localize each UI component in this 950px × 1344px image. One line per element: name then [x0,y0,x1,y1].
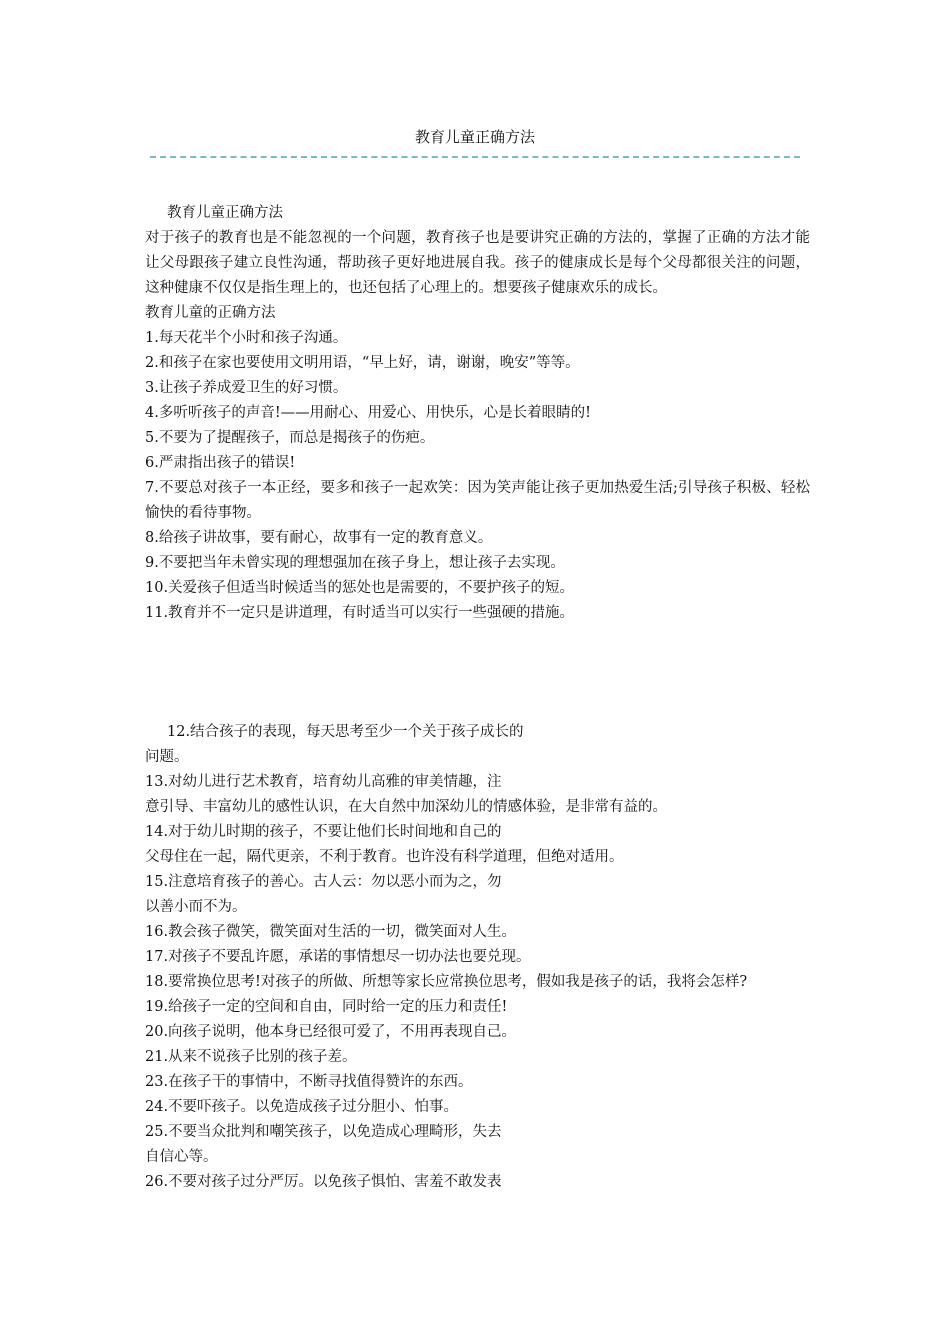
list-item-16: 16.教会孩子微笑，微笑面对生活的一切，微笑面对人生。 [145,924,517,940]
intro-paragraph: 对于孩子的教育也是不能忽视的一个问题，教育孩子也是要讲究正确的方法的，掌握了正确的方法才能让父母跟孩子建立良性沟通，帮助孩子更好地进展自我。孩子的健康成长是每个父母都很关注的问题，这种健康不仅仅是指生理上的，也还包括了心理上的。想要孩子健康欢乐的成长。 [145,230,810,296]
list-item: 7.不要总对孩子一本正经，要多和孩子一起欢笑：因为笑声能让孩子更加热爱生活;引导孩子积极、轻松愉快的看待事物。 [145,480,810,521]
list-item: 3.让孩子养成爱卫生的好习惯。 [145,380,348,396]
list-item-24: 24.不要吓孩子。以免造成孩子过分胆小、怕事。 [145,1099,459,1115]
header-dashed-rule [150,156,800,158]
list-item-21: 21.从来不说孩子比别的孩子差。 [145,1049,357,1065]
list-item: 5.不要为了提醒孩子，而总是揭孩子的伤疤。 [145,430,435,446]
list-item-25-line1: 25.不要当众批判和嘲笑孩子，以免造成心理畸形，失去 [145,1124,502,1140]
list-item: 10.关爱孩子但适当时候适当的惩处也是需要的，不要护孩子的短。 [145,580,575,596]
list-item-12-line2: 问题。 [145,749,189,765]
list-item: 4.多听听孩子的声音!——用耐心、用爱心、用快乐，心是长着眼睛的! [145,405,591,421]
list-item-12-line1: 12.结合孩子的表现，每天思考至少一个关于孩子成长的 [167,724,524,740]
list-item: 11.教育并不一定只是讲道理，有时适当可以实行一些强硬的措施。 [145,605,575,621]
section-one [145,201,810,626]
list-item-14-line1: 14.对于幼儿时期的孩子，不要让他们长时间地和自己的 [145,824,502,840]
methods-subtitle: 教育儿童的正确方法 [145,305,276,321]
list-item-23: 23.在孩子干的事情中，不断寻找值得赞许的东西。 [145,1074,473,1090]
list-item: 6.严肃指出孩子的错误! [145,455,296,471]
list-item-19: 19.给孩子一定的空间和自由，同时给一定的压力和责任! [145,999,508,1015]
list-item-20: 20.向孩子说明，他本身已经很可爱了，不用再表现自己。 [145,1024,517,1040]
list-item-18: 18.要常换位思考!对孩子的所做、所想等家长应常换位思考，假如我是孩子的话，我将会怎样? [145,974,748,990]
list-item-15-line1: 15.注意培育孩子的善心。古人云：勿以恶小而为之，勿 [145,874,502,890]
list-item-26: 26.不要对孩子过分严厉。以免孩子惧怕、害羞不敢发表 [145,1174,502,1190]
list-item: 9.不要把当年未曾实现的理想强加在孩子身上，想让孩子去实现。 [145,555,565,571]
section-two [145,720,810,1195]
list-item: 8.给孩子讲故事，要有耐心，故事有一定的教育意义。 [145,530,493,546]
list-item-17: 17.对孩子不要乱许愿，承诺的事情想尽一切办法也要兑现。 [145,949,531,965]
header-title: 教育儿童正确方法 [414,128,535,146]
list-item-13-line2: 意引导、丰富幼儿的感性认识，在大自然中加深幼儿的情感体验，是非常有益的。 [145,799,667,815]
list-item-15-line2: 以善小而不为。 [145,899,247,915]
list-item-14-line2: 父母住在一起，隔代更亲，不利于教育。也许没有科学道理，但绝对适用。 [145,849,624,865]
list-item: 2.和孩子在家也要使用文明用语，“早上好，请，谢谢，晚安”等等。 [145,355,580,371]
list-item-13-line1: 13.对幼儿进行艺术教育，培育幼儿高雅的审美情趣，注 [145,774,502,790]
list-item: 1.每天花半个小时和孩子沟通。 [145,330,348,346]
list-item-25-line2: 自信心等。 [145,1149,218,1165]
section-one-title: 教育儿童正确方法 [167,205,283,221]
